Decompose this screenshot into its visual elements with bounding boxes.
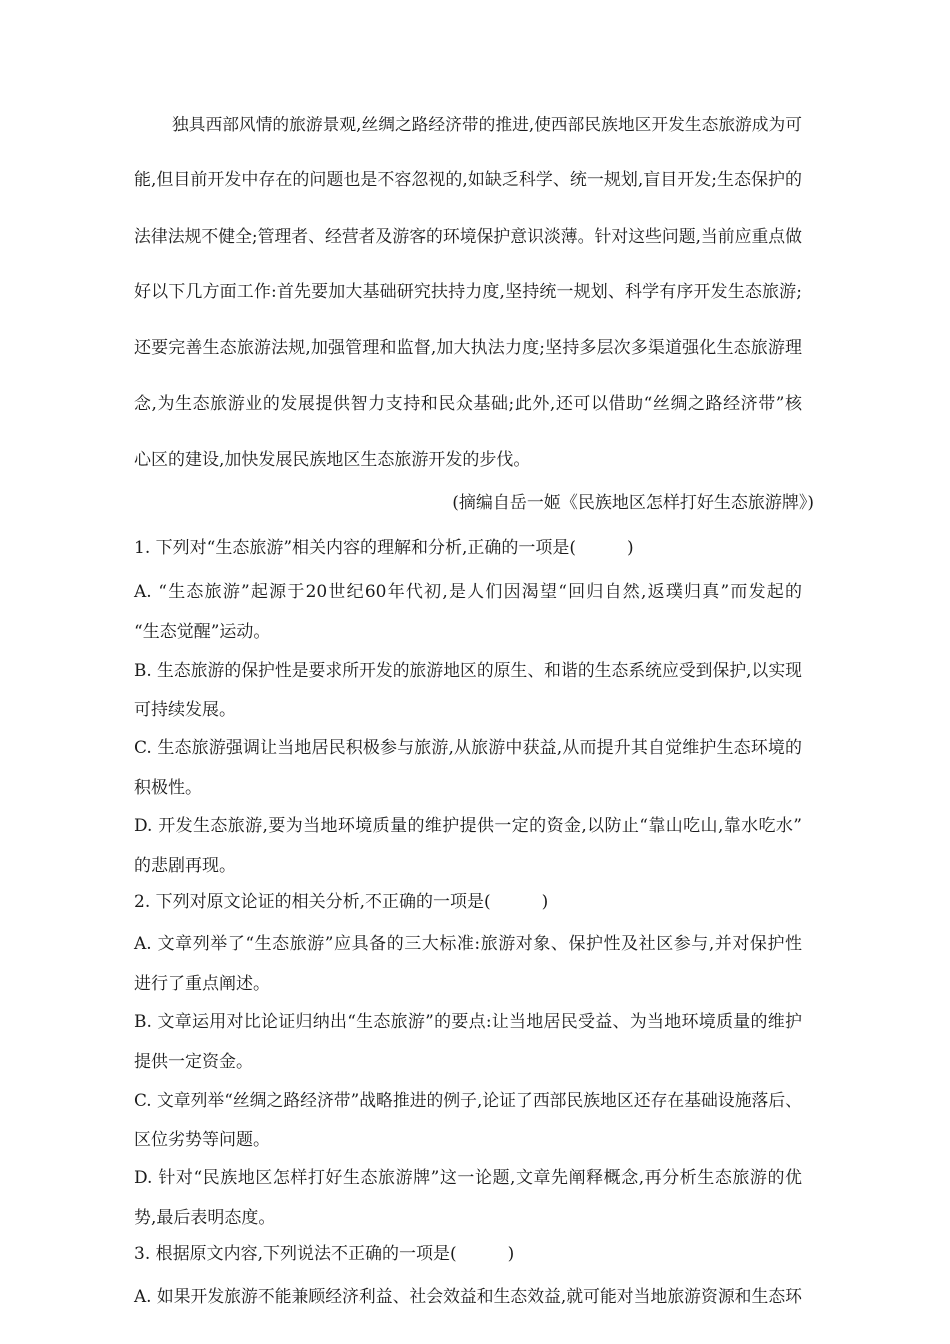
passage-line: 能,但目前开发中存在的问题也是不容忽视的,如缺乏科学、统一规划,盲目开发;生态保护的 [134, 170, 802, 190]
option-d: D. 开发生态旅游,要为当地环境质量的维护提供一定的资金,以防止“靠山吃山,靠水吃水” [134, 816, 802, 836]
question-stem: 2. 下列对原文论证的相关分析,不正确的一项是( ) [134, 892, 549, 912]
option-c: C. 生态旅游强调让当地居民积极参与旅游,从旅游中获益,从而提升其自觉维护生态环境的 [134, 738, 802, 758]
option-a: A. 如果开发旅游不能兼顾经济利益、社会效益和生态效益,就可能对当地旅游资源和生态环 [134, 1286, 802, 1306]
option-d-cont: 势,最后表明态度。 [134, 1208, 276, 1228]
passage-line: 还要完善生态旅游法规,加强管理和监督,加大执法力度;坚持多层次多渠道强化生态旅游理 [134, 338, 802, 358]
passage-line: 独具西部风情的旅游景观,丝绸之路经济带的推进,使西部民族地区开发生态旅游成为可 [172, 114, 802, 134]
option-c: C. 文章列举“丝绸之路经济带”战略推进的例子,论证了西部民族地区还存在基础设施落后、 [134, 1090, 802, 1110]
option-b: B. 文章运用对比论证归纳出“生态旅游”的要点:让当地居民受益、为当地环境质量的维护 [134, 1012, 802, 1032]
option-b: B. 生态旅游的保护性是要求所开发的旅游地区的原生、和谐的生态系统应受到保护,以实现 [134, 660, 802, 680]
passage-line: 好以下几方面工作:首先要加大基础研究扶持力度,坚持统一规划、科学有序开发生态旅游; [134, 282, 802, 302]
question-stem: 1. 下列对“生态旅游”相关内容的理解和分析,正确的一项是( ) [134, 538, 634, 558]
option-a-cont: “生态觉醒”运动。 [134, 622, 271, 642]
question-stem: 3. 根据原文内容,下列说法不正确的一项是( ) [134, 1244, 515, 1264]
passage-source: (摘编自岳一姬《民族地区怎样打好生态旅游牌》) [452, 493, 814, 513]
option-a: A. “生态旅游”起源于20世纪60年代初,是人们因渴望“回归自然,返璞归真”而发起的 [134, 582, 802, 602]
option-d: D. 针对“民族地区怎样打好生态旅游牌”这一论题,文章先阐释概念,再分析生态旅游的优 [134, 1168, 802, 1188]
passage-line: 念,为生态旅游业的发展提供智力支持和民众基础;此外,还可以借助“丝绸之路经济带”核 [134, 394, 802, 414]
passage-line: 法律法规不健全;管理者、经营者及游客的环境保护意识淡薄。针对这些问题,当前应重点做 [134, 226, 802, 246]
option-a: A. 文章列举了“生态旅游”应具备的三大标准:旅游对象、保护性及社区参与,并对保护性 [134, 934, 802, 954]
option-a-cont: 进行了重点阐述。 [134, 974, 270, 994]
option-d-cont: 的悲剧再现。 [134, 856, 236, 876]
option-c-cont: 区位劣势等问题。 [134, 1130, 270, 1150]
option-b-cont: 可持续发展。 [134, 700, 236, 720]
passage-line: 心区的建设,加快发展民族地区生态旅游开发的步伐。 [134, 450, 531, 470]
option-b-cont: 提供一定资金。 [134, 1052, 253, 1072]
option-c-cont: 积极性。 [134, 778, 202, 798]
